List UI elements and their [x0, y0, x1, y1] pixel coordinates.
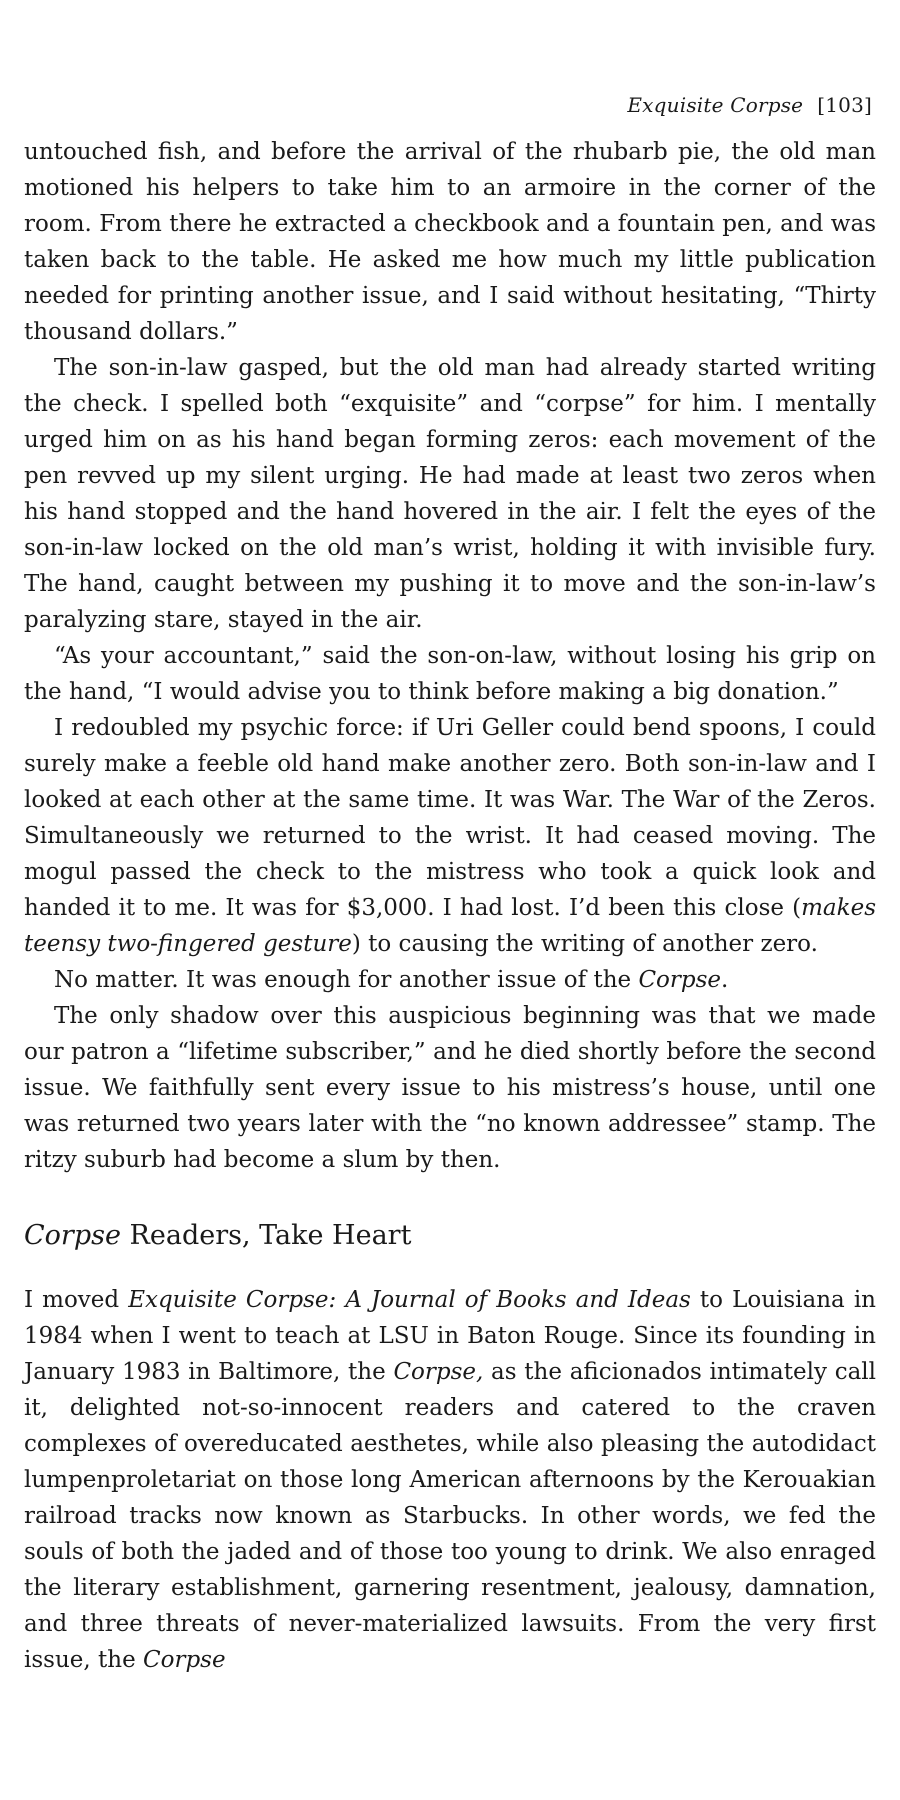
section-heading-rest: Readers, Take Heart [120, 1220, 412, 1251]
page-number: [103] [817, 93, 872, 117]
paragraph-text: as the aficionados intimately call it, delighted not-so-innocent readers and catered to the craven complexes of overeducated aesthetes, while also pleasing the autodidact lumpenproletariat on those long American afternoons by the Kerouakian railroad tracks now known as Starbucks. In other words, we fed the souls of both the jaded and of those too young to drink. We also enraged the literary establishment, garnering resentment, jealousy, damnation, and three threats of never-materialized lawsuits. From the very first issue, the [24, 1359, 877, 1673]
paragraph [24, 1282, 876, 1678]
paragraphs-after-heading [24, 1282, 876, 1678]
paragraph-text: The son-in-law gasped, but the old man had already started writing the check. I spelled both “exquisite” and “corpse” for him. I mentally urged him on as his hand began forming zeros: each movement of the pen revved up my silent urging. He had made at least two zeros when his hand stopped and the hand hovered in the air. I felt the eyes of the son-in-law locked on the old man’s wrist, holding it with invisible fury. The hand, caught between my pushing it to move and the son-in-law’s paralyzing stare, stayed in the air. [24, 355, 876, 633]
italic-text: Exquisite Corpse: A Journal of Books and Ideas [128, 1287, 691, 1313]
section-heading-italic: Corpse [24, 1220, 121, 1251]
paragraph-text: ) to causing the writing of another zero. [351, 931, 818, 957]
paragraph-text: The only shadow over this auspicious beginning was that we made our patron a “lifetime subscriber,” and he died shortly before the second issue. We faithfully sent every issue to his mistress’s house, until one was returned two years later with the “no known addressee” stamp. The ritzy suburb had become a slum by then. [24, 1003, 876, 1173]
paragraph-text: “As your accountant,” said the son-on-law, without losing his grip on the hand, “I would advise you to think before making a big donation.” [24, 643, 876, 705]
paragraph [24, 962, 876, 998]
paragraph-text: untouched fish, and before the arrival of the rhubarb pie, the old man motioned his helpers to take him to an armoire in the corner of the room. From there he extracted a checkbook and a fountain pen, and was taken back to the table. He asked me how much my little publication needed for printing another issue, and I said without hesitating, “Thirty thousand dollars.” [24, 139, 876, 345]
paragraph-text: I redoubled my psychic force: if Uri Geller could bend spoons, I could surely make a feeble old hand make another zero. Both son-in-law and I looked at each other at the same time. It was War. The War of the Zeros. Simultaneously we returned to the wrist. It had ceased moving. The mogul passed the check to the mistress who took a quick look and handed it to me. It was for $3,000. I had lost. I’d been this close ( [24, 715, 876, 921]
italic-text: Corpse [143, 1647, 226, 1673]
paragraph-text: I moved [24, 1287, 129, 1313]
italic-text: Corpse, [393, 1359, 484, 1385]
paragraph-text: No matter. It was enough for another issue of the [54, 967, 639, 993]
paragraph-text: . [721, 967, 729, 993]
running-head-title: Exquisite Corpse [627, 93, 804, 117]
paragraph [24, 998, 876, 1178]
body-text [24, 134, 876, 1678]
paragraphs-before-heading [24, 134, 876, 1178]
paragraph-text: to Louisiana in 1984 when I went to teach at LSU in Baton Rouge. Since its founding in January 1983 in Baltimore, the [24, 1287, 876, 1385]
paragraph [24, 134, 876, 350]
italic-text: makes teensy two-fingered gesture [24, 895, 876, 957]
paragraph [24, 638, 876, 710]
running-head [627, 92, 872, 118]
paragraph [24, 710, 876, 962]
italic-text: Corpse [638, 967, 722, 993]
section-heading [24, 1218, 876, 1254]
paragraph [24, 350, 876, 638]
